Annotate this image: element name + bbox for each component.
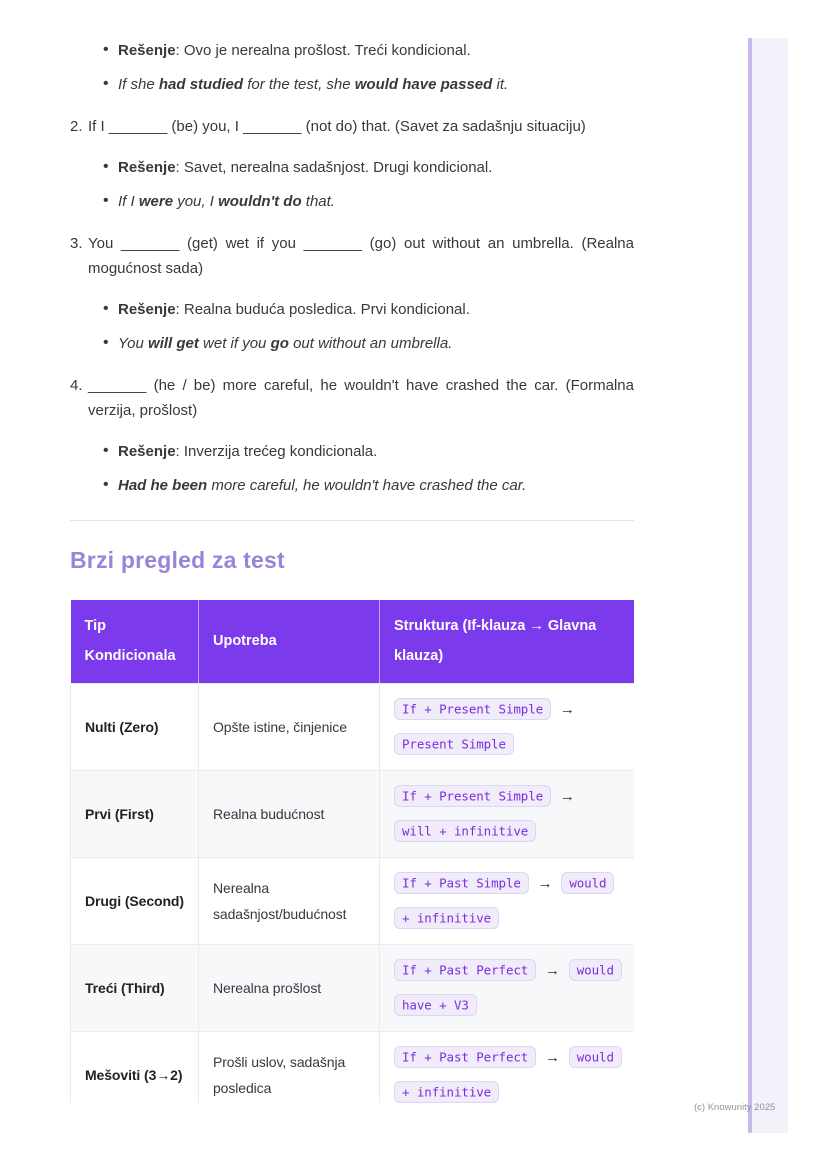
example-bullet: • If I were you, I wouldn't do that. xyxy=(70,189,634,214)
structure-cell xyxy=(380,683,635,770)
solution-bullet: • Rešenje: Ovo je nerealna prošlost. Treći kondicional. xyxy=(70,38,634,63)
structure-cell xyxy=(380,770,635,857)
type-cell: Nulti (Zero) xyxy=(71,683,199,770)
structure-cell xyxy=(380,944,635,1031)
code-badge: Present Simple xyxy=(394,733,514,755)
table-row xyxy=(71,944,635,1031)
exercise-item-number: 4. xyxy=(70,377,83,394)
exercise-item xyxy=(70,114,634,214)
table-row xyxy=(71,683,635,770)
type-cell: Mešoviti (3→2) xyxy=(71,1031,199,1103)
exercise-list xyxy=(70,0,634,498)
exercise-item-text: _______ (he / be) more careful, he wouldn't have crashed the car. (Formalna verzija, prošlost) xyxy=(88,377,634,419)
use-cell: Nerealna prošlost xyxy=(199,944,380,1031)
review-table-body xyxy=(71,683,635,1103)
page-edge-panel xyxy=(752,38,788,1133)
section-divider xyxy=(70,520,634,521)
table-row xyxy=(71,1031,635,1103)
code-badge: If + Past Perfect xyxy=(394,959,536,981)
exercise-item xyxy=(70,231,634,356)
column-header: Struktura (If-klauza → Glavna klauza) xyxy=(380,600,635,683)
bullet-list xyxy=(70,155,634,214)
exercise-item-text: If I _______ (be) you, I _______ (not do) that. (Savet za sadašnju situaciju) xyxy=(88,118,586,135)
exercise-item-text: You _______ (get) wet if you _______ (go) out without an umbrella. (Realna mogućnost sada) xyxy=(88,235,634,277)
example-bullet: • Had he been more careful, he wouldn't have crashed the car. xyxy=(70,473,634,498)
bullet-list xyxy=(70,439,634,498)
type-cell: Prvi (First) xyxy=(71,770,199,857)
code-badge: If + Present Simple xyxy=(394,698,551,720)
copyright-watermark: (c) Knowunity 2025 xyxy=(694,1102,776,1113)
type-cell: Drugi (Second) xyxy=(71,857,199,944)
exercise-item-prompt xyxy=(70,114,634,139)
code-badge: If + Present Simple xyxy=(394,785,551,807)
bullet-list xyxy=(70,38,634,97)
code-badge: would + infinitive xyxy=(394,1046,622,1103)
exercise-item-number: 3. xyxy=(70,235,83,252)
column-header: Upotreba xyxy=(199,600,380,683)
code-badge: would have + V3 xyxy=(394,959,622,1016)
section-heading: Brzi pregled za test xyxy=(70,547,285,573)
use-cell: Opšte istine, činjenice xyxy=(199,683,380,770)
exercise-item-prompt xyxy=(70,373,634,423)
review-table xyxy=(70,600,634,1103)
review-table-wrap xyxy=(70,600,634,1103)
arrow-right-icon: → xyxy=(559,787,575,805)
solution-bullet: • Rešenje: Inverzija trećeg kondicionala. xyxy=(70,439,634,464)
solution-bullet: • Rešenje: Savet, nerealna sadašnjost. Drugi kondicional. xyxy=(70,155,634,180)
structure-cell xyxy=(380,1031,635,1103)
arrow-right-icon: → xyxy=(545,1048,560,1066)
exercise-item xyxy=(70,373,634,498)
table-row xyxy=(71,770,635,857)
document-page xyxy=(70,0,634,1103)
code-badge: If + Past Simple xyxy=(394,872,529,894)
arrow-right-icon: → xyxy=(559,700,575,718)
type-cell: Treći (Third) xyxy=(71,944,199,1031)
review-table-head xyxy=(71,600,635,683)
arrow-right-icon: → xyxy=(537,874,553,892)
example-bullet: • You will get wet if you go out without an umbrella. xyxy=(70,331,634,356)
column-header: Tip Kondicionala xyxy=(71,600,199,683)
structure-cell xyxy=(380,857,635,944)
use-cell: Realna budućnost xyxy=(199,770,380,857)
table-row xyxy=(71,857,635,944)
code-badge: would + infinitive xyxy=(394,872,614,929)
use-cell: Prošli uslov, sadašnja posledica xyxy=(199,1031,380,1103)
solution-bullet: • Rešenje: Realna buduća posledica. Prvi kondicional. xyxy=(70,297,634,322)
exercise-item-prompt xyxy=(70,231,634,281)
use-cell: Nerealna sadašnjost/budućnost xyxy=(199,857,380,944)
example-bullet: • If she had studied for the test, she would have passed it. xyxy=(70,72,634,97)
code-badge: If + Past Perfect xyxy=(394,1046,536,1068)
arrow-right-icon: → xyxy=(545,961,560,979)
bullet-list xyxy=(70,297,634,356)
exercise-item-number: 2. xyxy=(70,118,83,135)
code-badge: will + infinitive xyxy=(394,820,536,842)
